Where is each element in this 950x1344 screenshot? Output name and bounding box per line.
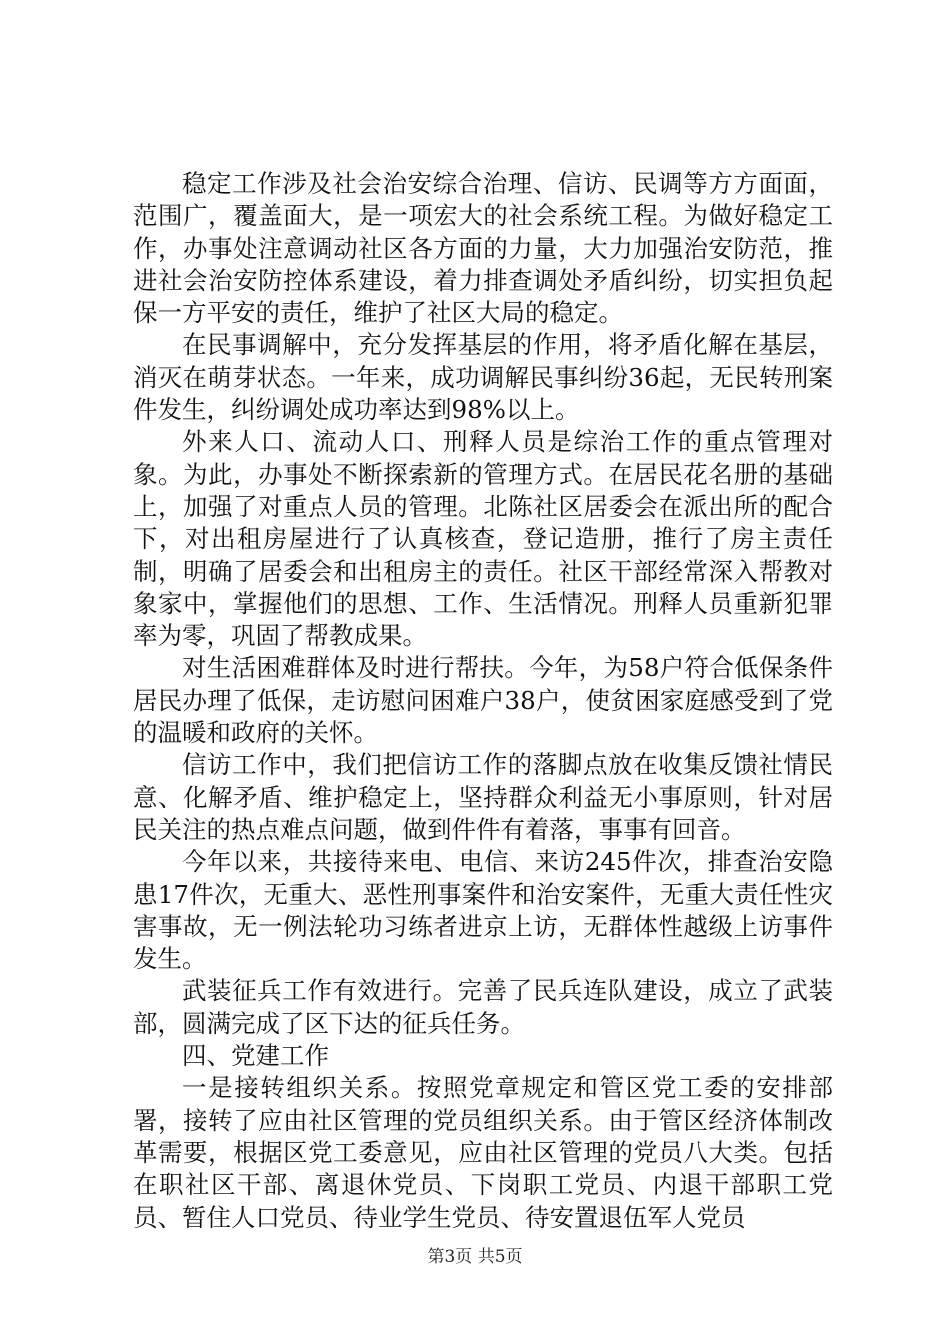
paragraph-mediation: 在民事调解中，充分发挥基层的作用，将矛盾化解在基层，消灭在萌芽状态。一年来，成功调解民事纠纷36起，无民转刑案件发生，纠纷调处成功率达到98%以上。: [133, 330, 833, 425]
paragraph-assistance: 对生活困难群体及时进行帮扶。今年，为58户符合低保条件居民办理了低保，走访慰问困难户38户，使贫困家庭感受到了党的温暖和政府的关怀。: [133, 653, 833, 748]
paragraph-organization-transfer: 一是接转组织关系。按照党章规定和管区党工委的安排部署，接转了应由社区管理的党员组织关系。由于管区经济体制改革需要，根据区党工委意见，应由社区管理的党员八大类。包括在职社区干部、离退休党员、下岗职工党员、内退干部职工党员、暂住人口党员、待业学生党员、待安置退伍军人党员: [133, 1073, 833, 1232]
paragraph-stability: 稳定工作涉及社会治安综合治理、信访、民调等方方面面，范围广，覆盖面大，是一项宏大的社会系统工程。为做好稳定工作，办事处注意调动社区各方面的力量，大力加强治安防范，推进社会治安防控体系建设，着力排查调处矛盾纠纷，切实担负起保一方平安的责任，维护了社区大局的稳定。: [133, 169, 833, 328]
page-number-footer: 第3页 共5页: [427, 1247, 523, 1267]
section-heading-party-building: 四、党建工作: [182, 1041, 329, 1071]
paragraph-petitions: 信访工作中，我们把信访工作的落脚点放在收集反馈社情民意、化解矛盾、维护稳定上，坚持群众利益无小事原则，针对居民关注的热点难点问题，做到件件有着落，事事有回音。: [133, 750, 833, 844]
paragraph-population-management: 外来人口、流动人口、刑释人员是综治工作的重点管理对象。为此，办事处不断探索新的管理方式。在居民花名册的基础上，加强了对重点人员的管理。北陈社区居委会在派出所的配合下，对出租房屋进行了认真核查，登记造册，推行了房主责任制，明确了居委会和出租房主的责任。社区干部经常深入帮教对象家中，掌握他们的思想、工作、生活情况。刑释人员重新犯罪率为零，巩固了帮教成果。: [133, 427, 833, 651]
paragraph-conscription: 武装征兵工作有效进行。完善了民兵连队建设，成立了武装部，圆满完成了区下达的征兵任务。: [133, 976, 833, 1038]
body-text: [133, 168, 833, 1234]
paragraph-statistics: 今年以来，共接待来电、电信、来访245件次，排查治安隐患17件次，无重大、恶性刑事案件和治安案件，无重大责任性灾害事故，无一例法轮功习练者进京上访，无群体性越级上访事件发生。: [133, 847, 833, 974]
